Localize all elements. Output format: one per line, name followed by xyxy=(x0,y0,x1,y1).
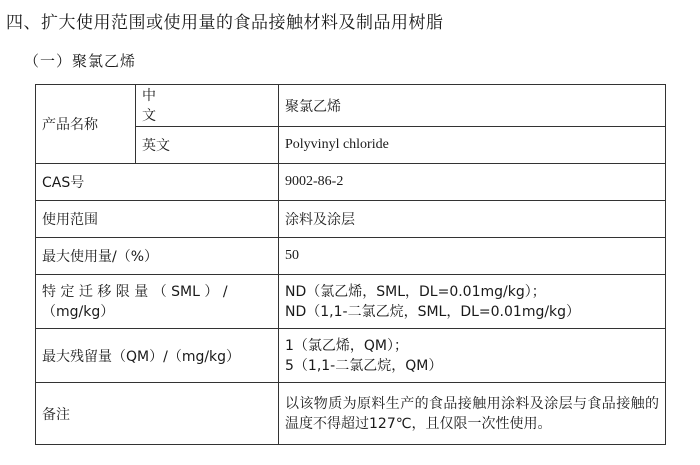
table-row xyxy=(36,329,666,383)
qm-value-line2: 5（1,1-二氯乙烷，QM） xyxy=(285,357,443,374)
scope-label: 使用范围 xyxy=(36,201,279,238)
max-use-label: 最大使用量/（%） xyxy=(36,238,279,275)
table-row xyxy=(36,275,666,329)
cas-label: CAS号 xyxy=(36,164,279,201)
chinese-label-line2: 文 xyxy=(142,107,156,124)
table-row xyxy=(36,383,666,445)
english-label: 英文 xyxy=(136,127,279,164)
table-row xyxy=(36,164,666,201)
product-name-label: 产品名称 xyxy=(36,85,136,164)
sml-label-line1: 特 定 迁 移 限 量 （ SML ） / xyxy=(42,283,228,300)
chinese-value: 聚氯乙烯 xyxy=(279,85,666,127)
max-use-value: 50 xyxy=(279,238,666,275)
qm-value-line1: 1（氯乙烯，QM）； xyxy=(285,337,409,354)
scope-value: 涂料及涂层 xyxy=(279,201,666,238)
section-title: 四、扩大使用范围或使用量的食品接触材料及制品用树脂 xyxy=(6,13,444,33)
qm-label: 最大残留量（QM）/（mg/kg） xyxy=(36,329,279,383)
qm-value xyxy=(279,329,666,383)
subsection-title: （一）聚氯乙烯 xyxy=(24,52,137,70)
sml-label-line2: （mg/kg） xyxy=(42,303,115,320)
specification-table xyxy=(35,84,666,445)
cas-value: 9002-86-2 xyxy=(279,164,666,201)
table-row xyxy=(36,238,666,275)
chinese-label xyxy=(136,85,279,127)
table-row xyxy=(36,201,666,238)
sml-value xyxy=(279,275,666,329)
remark-value: 以该物质为原料生产的食品接触用涂料及涂层与食品接触的温度不得超过127℃，且仅限一次性使用。 xyxy=(279,383,666,445)
remark-label: 备注 xyxy=(36,383,279,445)
english-value: Polyvinyl chloride xyxy=(279,127,666,164)
table-row xyxy=(36,85,666,127)
sml-value-line2: ND（1,1-二氯乙烷，SML，DL=0.01mg/kg） xyxy=(285,303,581,320)
chinese-label-line1: 中 xyxy=(142,87,156,104)
sml-value-line1: ND（氯乙烯，SML，DL=0.01mg/kg）； xyxy=(285,283,546,300)
sml-label xyxy=(36,275,279,329)
